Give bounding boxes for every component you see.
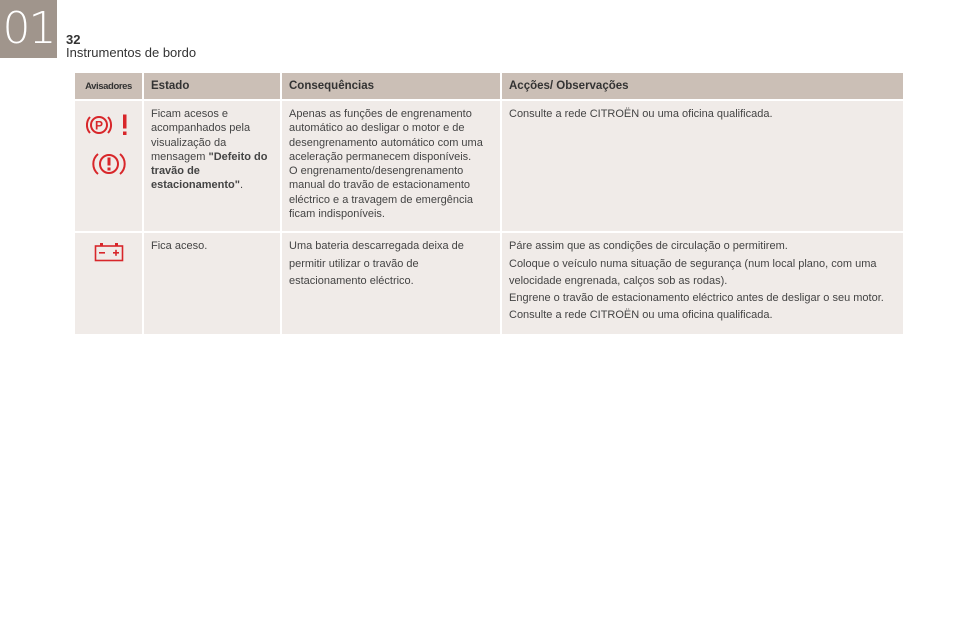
consequences-text-2: O engrenamento/desengrenamento manual do travão de estacionamento eléctrico e a travagem de emergência ficam indisponíveis. (289, 165, 474, 221)
state-text: Ficam acesos e acompanhados pela visualização da mensagem (151, 108, 251, 163)
state-message: "Defeito do travão de estacionamento" (151, 150, 268, 192)
consequences-cell (281, 232, 501, 335)
consequences-cell (281, 100, 501, 232)
actions-cell (501, 232, 903, 335)
state-cell (143, 232, 281, 335)
header-actions: Acções/ Observações (501, 73, 903, 100)
action-line: Consulte a rede CITROËN ou uma oficina qualificada. (509, 108, 773, 120)
chapter-tab: 01 (0, 0, 57, 58)
brake-warning-icon (92, 151, 126, 177)
consequences-text: Apenas as funções de engrenamento automático ao desligar o motor e de desengrenamento automático com uma aceleração permanecem disponíveis. (289, 108, 483, 163)
actions-cell (501, 100, 903, 232)
icon-cell (75, 232, 143, 335)
action-line: Consulte a rede CITROËN ou uma oficina qualificada. (509, 309, 773, 322)
header-state: Estado (143, 73, 281, 100)
table-header-row (75, 73, 903, 100)
state-cell (143, 100, 281, 232)
battery-icon (94, 242, 124, 262)
action-line: Coloque o veículo numa situação de segurança (num local plano, com uma velocidade engrenada, calços sob as rodas). (509, 257, 877, 287)
exclamation-icon (123, 115, 127, 136)
page-number: 32 (66, 32, 81, 47)
parking-brake-p-icon (86, 117, 110, 133)
consequences-text: Uma bateria descarregada deixa de permitir utilizar o travão de estacionamento eléctrico. (289, 240, 464, 287)
action-line: Páre assim que as condições de circulação o permitirem. (509, 240, 788, 253)
state-text: Fica aceso. (151, 240, 208, 253)
parking-brake-fault-icon (86, 113, 132, 137)
header-consequences: Consequências (281, 73, 501, 100)
state-suffix: . (239, 179, 244, 192)
action-line: Engrene o travão de estacionamento eléctrico antes de desligar o seu motor. (509, 291, 884, 304)
section-title: Instrumentos de bordo (66, 45, 197, 60)
table-row (75, 100, 903, 232)
icon-cell (75, 100, 143, 232)
header-warning-lights: Avisadores (75, 73, 143, 100)
warning-lights-table (75, 73, 903, 336)
svg-text:P: P (94, 118, 103, 133)
table-row (75, 232, 903, 335)
